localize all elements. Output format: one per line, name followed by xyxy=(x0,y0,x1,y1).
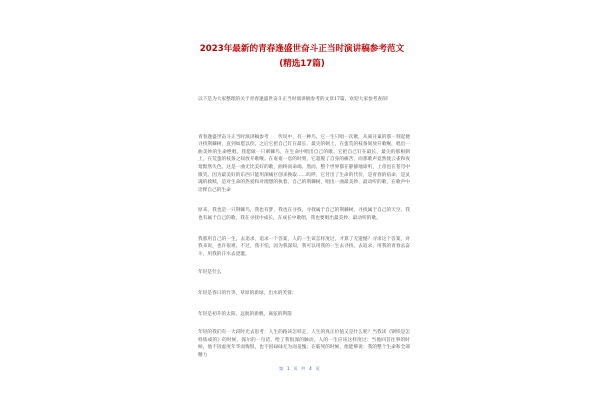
body-paragraph: 年轻的我们有一大段时光去思考：人生的路该怎样走，人生的真正价值又是什么呢？当我读《钢铁是怎样炼成的》的时候，保尔的一句话，给了我很深的触动。人的一生应该这样度过：当他回首往事的时候，他不因虚度年华而悔恨，也不因碌碌无为而羞愧；在临死的时候，他能够说：我的整个生命和全部精力 xyxy=(198,330,410,358)
body-paragraph: 年轻是什么 xyxy=(198,270,222,276)
document-body xyxy=(198,96,410,359)
body-paragraph: 青春逢盛世奋斗正当时演讲稿参考 传说中，有一种鸟，它一生只唱一次歌，从离开巢的那一刻起便寻找荆棘树，直到如愿以偿。之后它把自己钉在最长、最尖的刺上，在蛮荒的枝条间放开歌喉，唱出一曲美妙的生命绝唱。我愿做一只刺棘鸟，在生命中唱出自己的歌。它把自己钉在最长、最尖的那根刺上，在荒蛮的枝条之间放开歌喉。在奄奄一息的时刻，它超脱了自身的痛苦，而那歌声竟然使云雀和夜莺黯然失色。这是一曲无比美好的歌，曲终而命竭。然而，整个世界都在静静地谛听，上帝也在苍穹中微笑。因为最美好的东西只能用深痛巨创来换取……呜呼，它付出了生命的代价，是青春的宿命，是灵魂的救赎，是对生命的热爱和对理想的执着。自己的荆棘树，唱出一曲最美妙、最动听的歌，在歌声中诠释自己的生命 xyxy=(198,134,410,193)
body-paragraph: 我那用自己的一生，去追求，追求一个答案，人的一生该怎样度过，才算了无遗憾？寻求这个答案，对我来说，也许很难。不过，我不怕，因为我深知，我可以用我的一生去寻找，去追求。用我的青春去奋斗，用我的汗水去浇灌。 xyxy=(198,236,410,257)
document-title: 2023年最新的青春逢盛世奋斗正当时演讲稿参考范文(精选17篇) xyxy=(199,44,405,69)
page-number: 第 1 页 共 4 页 xyxy=(279,366,321,371)
body-paragraph: 年轻是春日的竹笋，草原的新绿，出水的芙蓉； xyxy=(198,290,297,296)
intro-paragraph: 以下是为大家整理的关于青春逢盛世奋斗正当时演讲稿参考的文章17篇，欢迎大家参考查阅！ xyxy=(198,97,392,102)
body-paragraph: 年轻是初升的太阳，远航的新帆，离弦的利箭 xyxy=(198,311,292,317)
body-paragraph: 原来，我也是一只荆棘鸟，我也有梦，我也在寻找，寻找属于自己的荆棘树，寻找属于自己的天空。我也有属于自己的歌，我在寻找中成长，在成长中歌唱，我也要唱出最美妙、最动听的歌。 xyxy=(198,208,410,221)
